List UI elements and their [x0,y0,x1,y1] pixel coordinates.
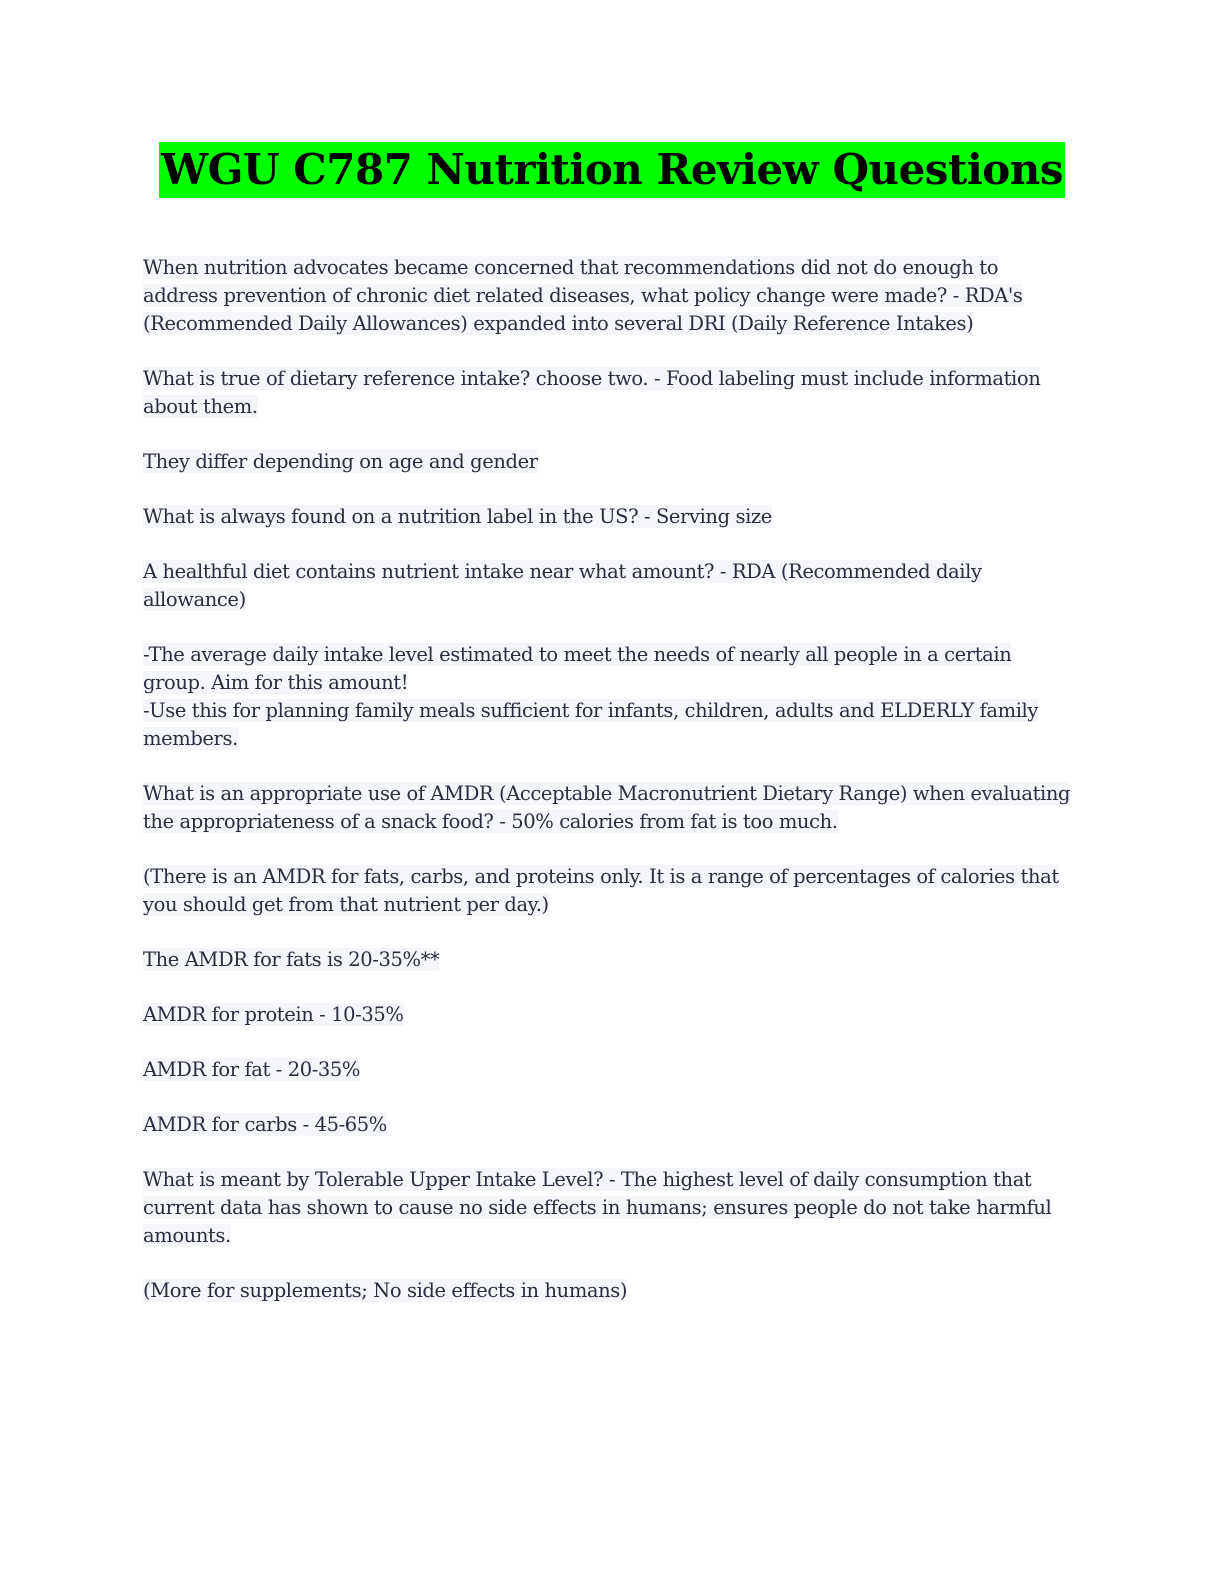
document-title: WGU C787 Nutrition Review Questions [159,142,1065,198]
paragraph-text: (More for supplements; No side effects in humans) [143,1279,628,1302]
paragraph-text: They differ depending on age and gender [143,450,538,473]
paragraph-text: What is true of dietary reference intake? choose two. - Food labeling must include information about them. [143,367,1041,418]
paragraph-subline [143,641,1073,697]
paragraph-subline [143,697,1073,753]
paragraph-rda-notes [143,641,1073,753]
paragraph-text: AMDR for carbs - 45-65% [143,1113,387,1136]
paragraph-ul [143,1166,1073,1250]
paragraph-text: -The average daily intake level estimated to meet the needs of nearly all people in a certain group. Aim for this amount! [143,643,1012,694]
paragraph-dri-policy [143,254,1073,338]
paragraph-text: A healthful diet contains nutrient intake near what amount? - RDA (Recommended daily allowance) [143,560,982,611]
paragraph-text: AMDR for fat - 20-35% [143,1058,361,1081]
paragraph-text: The AMDR for fats is 20-35%** [143,948,440,971]
paragraph-age-gender [143,448,1073,476]
paragraph-amdr-fat [143,1056,1073,1084]
paragraph-text: What is always found on a nutrition label in the US? - Serving size [143,505,772,528]
paragraph-amdr-protein [143,1001,1073,1029]
paragraph-amdr-fats [143,946,1073,974]
paragraph-dri-true [143,365,1073,421]
paragraph-amdr-carbs [143,1111,1073,1139]
paragraph-text: What is meant by Tolerable Upper Intake Level? - The highest level of daily consumption that current data has shown to cause no side effects in humans; ensures people do not take harmful amounts. [143,1168,1052,1247]
title-container [0,142,1224,198]
paragraph-rda [143,558,1073,614]
paragraph-text: AMDR for protein - 10-35% [143,1003,404,1026]
paragraph-text: (There is an AMDR for fats, carbs, and proteins only. It is a range of percentages of calories that you should get from that nutrient per day.) [143,865,1059,916]
paragraph-text: When nutrition advocates became concerned that recommendations did not do enough to address prevention of chronic diet related diseases, what policy change were made? - RDA's (Recommended Daily Allowances) expanded into several DRI (Daily Reference Intakes) [143,256,1023,335]
document-body [143,254,1073,1332]
paragraph-amdr-use [143,780,1073,836]
paragraph-text: -Use this for planning family meals sufficient for infants, children, adults and ELDERLY family members. [143,699,1038,750]
paragraph-supplements [143,1277,1073,1305]
paragraph-serving-size [143,503,1073,531]
paragraph-amdr-note [143,863,1073,919]
paragraph-text: What is an appropriate use of AMDR (Acceptable Macronutrient Dietary Range) when evaluating the appropriateness of a snack food? - 50% calories from fat is too much. [143,782,1071,833]
